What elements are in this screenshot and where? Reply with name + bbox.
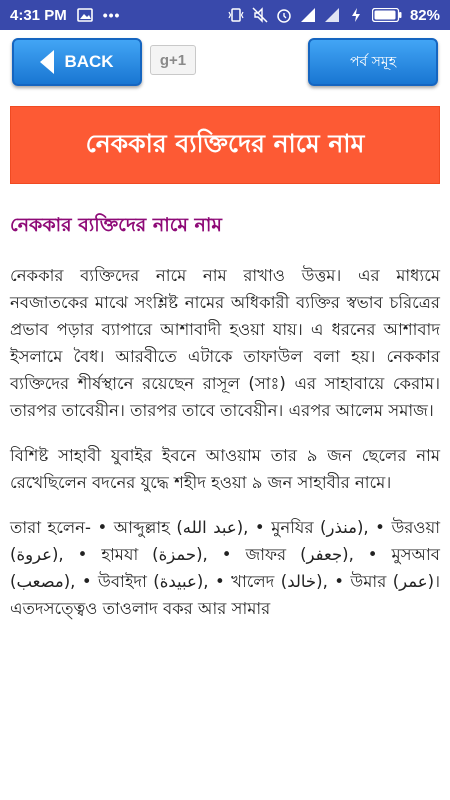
back-button-label: BACK	[64, 52, 114, 71]
battery-icon	[372, 8, 402, 22]
sections-button[interactable]	[308, 38, 438, 86]
banner-title: নেককার ব্যক্তিদের নামে নাম	[85, 128, 365, 158]
status-bar	[0, 0, 450, 30]
title-banner	[10, 104, 440, 184]
article-paragraph: নেককার ব্যক্তিদের নামে নাম রাখাও উত্তম। এর মাধ্যমে নবজাতকের মাঝে সংশ্লিষ্ট নামের অধিকারী ব্যক্তির স্বভাব চরিত্রের প্রভাব পড়ার ব্যাপারে আশাবাদী হওয়া যায়। এ ধরনের আশাবাদ ইসলামে বৈধ। আরবীতে এটাকে তাফাউল বলা হয়। নেককার ব্যক্তিদের শীর্ষস্থানে রয়েছেন রাসূল (সাঃ) এর সাহাবায়ে কেরাম। তারপর তাবেয়ীন। তারপর তাবে তাবেয়ীন। এরপর আলেম সমাজ।	[10, 266, 440, 420]
signal-icon-2	[324, 7, 340, 23]
mute-icon	[252, 7, 268, 23]
status-left	[10, 7, 120, 24]
article-heading: নেককার ব্যক্তিদের নামে নাম	[10, 214, 222, 236]
article-content	[10, 210, 440, 640]
battery-percent: 82%	[409, 6, 440, 24]
charging-icon	[348, 7, 364, 23]
article-paragraph: বিশিষ্ট সাহাবী যুবাইর ইবনে আওয়াম তার ৯ জন ছেলের নাম রেখেছিলেন বদনের যুদ্ধে শহীদ হওয়া ৯ জন সাহাবীর নামে।	[10, 446, 440, 492]
vibrate-icon	[228, 7, 244, 23]
sections-button-label: পর্ব সমূহ	[349, 54, 397, 70]
back-button[interactable]	[12, 38, 142, 86]
article-paragraph: তারা হলেন- • আব্দুল্লাহ (عبد الله), • মুনযির (منذر), • উরওয়া (عروة), • হামযা (حمزة), • জাফর (جعفر), • মুসআব (مصعب), • উবাইদা (عبيدة), • খালেদ (خالد), • উমার (عمر)। এতদসত্ত্বেও তাওলাদ বকর আর সামার	[10, 518, 441, 618]
status-right	[228, 7, 440, 24]
image-notification-icon	[77, 7, 93, 23]
signal-icon	[300, 7, 316, 23]
back-arrow-icon	[40, 50, 54, 74]
status-time: 4:31 PM	[10, 6, 67, 24]
google-plus-one-button[interactable]: g+1	[150, 45, 196, 75]
more-notifications-icon: •••	[102, 7, 121, 23]
alarm-icon	[276, 7, 292, 23]
top-toolbar	[0, 30, 450, 98]
